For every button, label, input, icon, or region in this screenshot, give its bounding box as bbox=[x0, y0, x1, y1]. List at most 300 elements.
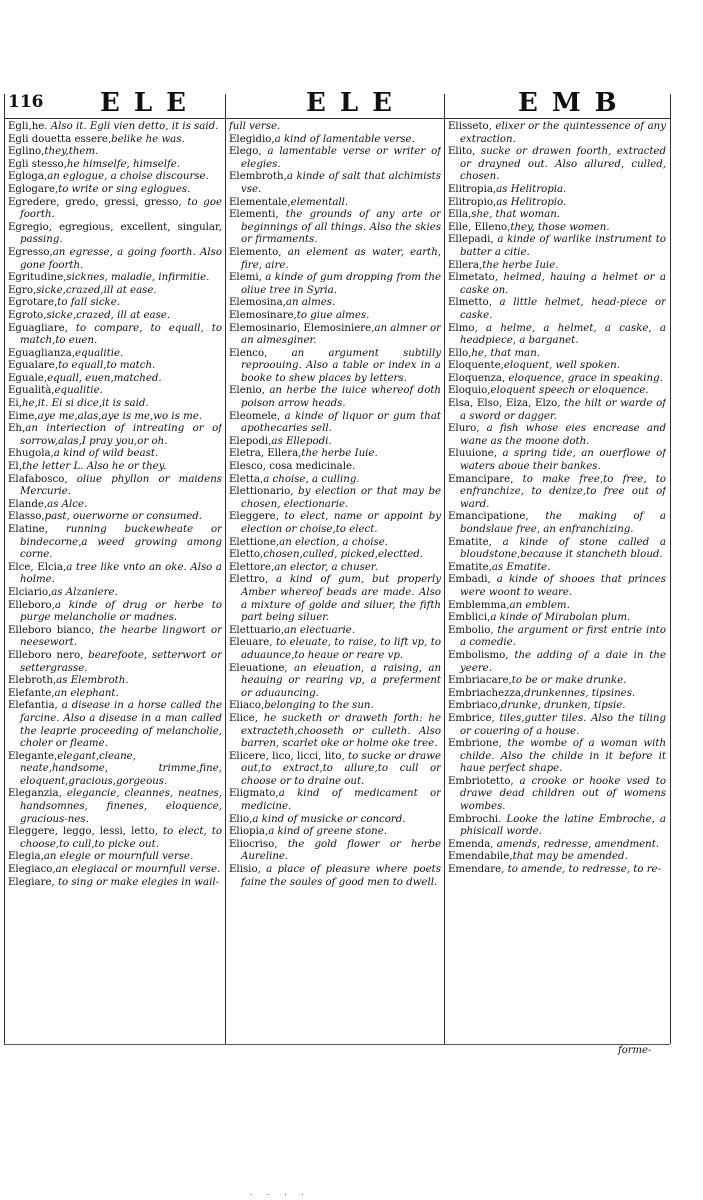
dictionary-entry bbox=[229, 511, 441, 536]
dictionary-entry bbox=[448, 700, 666, 713]
dictionary-entry bbox=[448, 562, 666, 575]
entry-headword: Egritudine, bbox=[8, 272, 67, 284]
dictionary-entry bbox=[229, 625, 441, 638]
dictionary-entry bbox=[229, 272, 441, 297]
dictionary-entry bbox=[229, 788, 441, 813]
entry-headword: Elleboro, bbox=[8, 599, 55, 611]
entry-headword: Elenio, bbox=[229, 385, 265, 397]
entry-gloss: an emblem. bbox=[509, 599, 570, 611]
dictionary-entry bbox=[8, 524, 222, 562]
dictionary-entry bbox=[229, 146, 441, 171]
entry-headword: Elice, bbox=[229, 712, 258, 724]
entry-gloss: to elect, to choose,to cull,to picke out. bbox=[20, 826, 222, 850]
dictionary-entry bbox=[8, 272, 222, 285]
dictionary-entry bbox=[448, 864, 666, 877]
entry-gloss: to fall sicke. bbox=[57, 297, 120, 309]
entry-gloss: the herbe Iuie. bbox=[482, 259, 559, 271]
entry-gloss: as Helitropia. bbox=[496, 183, 567, 195]
entry-headword: Elemosina, bbox=[229, 297, 286, 309]
page-header bbox=[8, 88, 668, 122]
entry-gloss: a lamentable verse or writer of elegies. bbox=[241, 146, 441, 170]
dictionary-entry bbox=[8, 159, 222, 172]
dictionary-entry bbox=[448, 323, 666, 348]
entry-gloss: equall, euen,matched. bbox=[47, 372, 162, 384]
entry-headword: Embriacare, bbox=[448, 675, 512, 687]
entry-gloss: a kind of medicament or medicine. bbox=[241, 788, 441, 813]
entry-gloss: he,it. Ei si dice,it is said. bbox=[21, 398, 149, 410]
entry-gloss: to compare, to equall, to match,to euen. bbox=[20, 322, 222, 347]
entry-headword: Elmetato, bbox=[448, 272, 499, 284]
entry-headword: Elemosinario, Elemosiniere, bbox=[229, 322, 375, 334]
entry-gloss: to make free,to free, to enfranchize, to denize,to free out of ward. bbox=[460, 473, 666, 510]
entry-gloss: elementall. bbox=[290, 196, 349, 208]
entry-gloss: a tree like vnto an oke. Also a holme. bbox=[20, 561, 222, 586]
entry-gloss: a spring tide, an ouerflowe of waters aboue their bankes. bbox=[460, 448, 666, 473]
entry-gloss: to sing or make elegies in wail- bbox=[54, 876, 220, 888]
entry-headword: Ematite, bbox=[448, 536, 492, 548]
entry-headword: Embolismo, bbox=[448, 649, 509, 661]
entry-gloss: to be or make drunke. bbox=[511, 675, 627, 687]
entry-headword: Egro, bbox=[8, 284, 37, 296]
dictionary-entry bbox=[8, 398, 222, 411]
dictionary-entry bbox=[8, 751, 222, 789]
dictionary-entry bbox=[448, 776, 666, 814]
dictionary-entry bbox=[229, 385, 441, 410]
entry-headword: Elleboro nero, bbox=[8, 649, 84, 661]
entry-headword: Eh, bbox=[8, 423, 26, 435]
entry-gloss: a place of pleasure where poets faine the soules of good men to dwell. bbox=[241, 864, 441, 888]
entry-gloss: a disease in a horse called the farcine. Also a disease in a man called the leaprie proceeding of melancholie, choler or fleame. bbox=[20, 700, 222, 750]
entry-gloss: a fish whose eies encrease and wane as the moone doth. bbox=[460, 423, 666, 447]
dictionary-entry bbox=[229, 864, 441, 889]
dictionary-entry bbox=[448, 814, 666, 839]
entry-gloss: a kind of wild beast. bbox=[53, 448, 159, 460]
entry-headword: Elettuario, bbox=[229, 624, 285, 636]
entry-gloss: a kinde of warlike instrument to batter a citie. bbox=[460, 234, 666, 258]
dictionary-entry bbox=[448, 197, 666, 210]
entry-gloss: elixer or the quintessence of any extraction. bbox=[460, 121, 666, 145]
entry-headword: Elitropia, bbox=[448, 183, 497, 195]
entry-gloss: that may be amended. bbox=[512, 851, 628, 863]
entry-gloss: as Elembroth. bbox=[56, 675, 129, 687]
entry-headword: Egli douetta essere, bbox=[8, 133, 112, 145]
entry-gloss: the making of a bondslaue free, an enfranchizing. bbox=[460, 511, 666, 535]
entry-gloss: sicknes, maladie, infirmitie. bbox=[66, 272, 210, 284]
dictionary-entry bbox=[8, 511, 222, 524]
entry-gloss: belonging to the sun. bbox=[264, 700, 374, 712]
entry-headword: Elisseto, bbox=[448, 121, 492, 132]
entry-headword: Elitropio, bbox=[448, 196, 497, 208]
entry-headword: Elepodi, bbox=[229, 435, 272, 447]
entry-headword: Eleganzia, bbox=[8, 788, 62, 800]
entry-gloss: an herbe the iuice whereof doth poison arrow heads. bbox=[241, 385, 441, 410]
dictionary-entry bbox=[229, 700, 441, 713]
running-head-right: EMB bbox=[518, 88, 631, 118]
entry-headword: Embrochi. bbox=[448, 813, 502, 825]
entry-headword: Egroto, bbox=[8, 309, 47, 321]
entry-headword: Elesco, cosa medicinale. bbox=[229, 461, 356, 473]
entry-gloss: an elegie or mournfull verse. bbox=[43, 851, 194, 863]
entry-headword: Elande, bbox=[8, 498, 48, 510]
entry-gloss: an electuarie. bbox=[284, 624, 356, 636]
dictionary-entry bbox=[229, 171, 441, 196]
entry-headword: Ei, bbox=[8, 398, 22, 410]
dictionary-entry bbox=[8, 247, 222, 272]
entry-gloss: as Ematite. bbox=[491, 561, 551, 573]
entry-gloss: oliue phyllon or maidens Mercurie. bbox=[20, 473, 222, 498]
entry-gloss: elegancie, cleannes, neatnes, handsomnes, finenes, eloquence, gracious-nes. bbox=[20, 788, 222, 825]
dictionary-entry bbox=[448, 297, 666, 322]
dictionary-entry bbox=[229, 121, 441, 134]
dictionary-entry bbox=[448, 398, 666, 423]
dictionary-entry bbox=[448, 385, 666, 398]
entry-headword: Elegiare, bbox=[8, 876, 55, 888]
entry-headword: Emblemma, bbox=[448, 599, 510, 611]
entry-gloss: an almner or an almesginer. bbox=[241, 322, 441, 347]
entry-gloss: a little helmet, head-piece or caske. bbox=[460, 297, 666, 321]
dictionary-entry bbox=[448, 511, 666, 536]
entry-headword: Elicere, lico, licci, lito, bbox=[229, 750, 345, 762]
dictionary-entry bbox=[229, 134, 441, 147]
entry-headword: Eleomele, bbox=[229, 410, 281, 422]
dictionary-entry bbox=[8, 851, 222, 864]
entry-headword: Embrice, bbox=[448, 712, 495, 724]
entry-headword: Ellepadi, bbox=[448, 234, 494, 246]
entry-headword: Egresso, bbox=[8, 246, 53, 258]
entry-gloss: running buckewheate or bindecorne,a weed growing among corne. bbox=[20, 524, 222, 561]
entry-gloss: the hearbe lingwort or neesewort. bbox=[20, 624, 222, 649]
column-rule-2 bbox=[444, 94, 445, 1044]
column-3 bbox=[448, 121, 666, 1041]
entry-headword: Elebroth, bbox=[8, 675, 57, 687]
dictionary-entry bbox=[448, 625, 666, 650]
entry-headword: Elemento, bbox=[229, 246, 282, 258]
entry-gloss: an argument subtilly reproouing. Also a table or index in a booke to shew places by letters. bbox=[241, 347, 441, 384]
entry-headword: Embrione, bbox=[448, 738, 502, 750]
dictionary-entry bbox=[8, 587, 222, 600]
entry-gloss: eloquence, grace in speaking. bbox=[505, 372, 663, 384]
entry-gloss: a kind of greene stone. bbox=[268, 826, 387, 838]
entry-headword: Elego, bbox=[229, 146, 262, 158]
dictionary-entry bbox=[8, 474, 222, 499]
entry-headword: Emancipare, bbox=[448, 473, 514, 485]
entry-gloss: the gold flower or herbe Aureline. bbox=[241, 838, 441, 863]
entry-headword: Elenco, bbox=[229, 347, 268, 359]
dictionary-entry bbox=[448, 146, 666, 184]
dictionary-entry bbox=[8, 285, 222, 298]
entry-gloss: he sucketh or draweth forth: he extracteth,chooseth or culleth. Also barren, scarlet oke or holme oke tree. bbox=[241, 712, 441, 750]
entry-gloss: the argument or first entrie into a comedie. bbox=[460, 624, 666, 649]
entry-gloss: an almes. bbox=[285, 297, 336, 309]
entry-headword: Eleuatione, bbox=[229, 662, 288, 674]
entry-gloss: a kind of lamentable verse. bbox=[274, 133, 415, 145]
dictionary-entry bbox=[229, 348, 441, 386]
entry-headword: Elettro, bbox=[229, 574, 269, 586]
column-2 bbox=[229, 121, 441, 1041]
entry-gloss: the herbe Iuie. bbox=[301, 448, 378, 460]
bottom-marks: . . . . bbox=[250, 1188, 310, 1197]
entry-gloss: the letter L. Also he or they. bbox=[21, 461, 167, 473]
dictionary-entry bbox=[8, 700, 222, 750]
entry-headword: Eliopia, bbox=[229, 826, 269, 838]
entry-gloss: as Alce. bbox=[47, 498, 88, 510]
entry-gloss: passing. bbox=[20, 234, 63, 246]
entry-gloss: a choise, a culling. bbox=[263, 473, 360, 485]
entry-headword: Elleboro bianco, bbox=[8, 624, 95, 636]
entry-headword: Eloquenza, bbox=[448, 372, 506, 384]
entry-gloss: equalitie. bbox=[54, 385, 103, 397]
entry-gloss: as Alzaniere. bbox=[51, 586, 118, 598]
dictionary-entry bbox=[448, 839, 666, 852]
entry-headword: Eime, bbox=[8, 410, 38, 422]
entry-headword: Eluro, bbox=[448, 423, 480, 435]
entry-gloss: the grounds of any arte or beginnings of all things. Also the skies or firmaments. bbox=[241, 209, 441, 246]
dictionary-entry bbox=[229, 549, 441, 562]
entry-gloss: Also it. Egli vien detto, it is said. bbox=[47, 121, 219, 132]
dictionary-entry bbox=[229, 209, 441, 247]
entry-headword: Emendabile, bbox=[448, 851, 513, 863]
dictionary-entry bbox=[448, 222, 666, 235]
dictionary-entry bbox=[229, 197, 441, 210]
entry-headword: Elegia, bbox=[8, 851, 44, 863]
dictionary-entry bbox=[448, 574, 666, 599]
dictionary-entry bbox=[229, 323, 441, 348]
entry-gloss: eloquent, well spoken. bbox=[503, 360, 620, 372]
dictionary-entry bbox=[8, 373, 222, 386]
dictionary-entry bbox=[448, 121, 666, 146]
entry-headword: Eligmato, bbox=[229, 788, 279, 800]
entry-headword: Elementale, bbox=[229, 196, 291, 208]
entry-headword: Elefante, bbox=[8, 687, 55, 699]
running-head-center: ELE bbox=[306, 88, 406, 118]
dictionary-entry bbox=[229, 461, 441, 474]
dictionary-entry bbox=[229, 448, 441, 461]
entry-headword: Embriotetto, bbox=[448, 775, 514, 787]
dictionary-entry bbox=[8, 650, 222, 675]
entry-gloss: aye me,alas,aye is me,wo is me. bbox=[37, 410, 203, 422]
entry-gloss: sicke,crazed,ill at ease. bbox=[36, 284, 157, 296]
dictionary-entry bbox=[448, 612, 666, 625]
entry-headword: Elegiaco, bbox=[8, 864, 56, 876]
entry-headword: Egualità, bbox=[8, 385, 55, 397]
entry-headword: Elmo, bbox=[448, 322, 478, 334]
dictionary-entry bbox=[229, 411, 441, 436]
entry-headword: Elisio, bbox=[229, 864, 261, 876]
header-rule bbox=[4, 118, 670, 119]
entry-headword: Embadi, bbox=[448, 574, 491, 586]
column-rule-outer-right bbox=[670, 94, 671, 1044]
entry-headword: Eleggere, bbox=[229, 511, 279, 523]
entry-headword: Eluuione, bbox=[448, 448, 498, 460]
entry-gloss: a kinde of Mirabolan plum. bbox=[490, 612, 631, 624]
dictionary-entry bbox=[229, 310, 441, 323]
entry-headword: Eloquente, bbox=[448, 360, 504, 372]
entry-headword: Eleuare, bbox=[229, 637, 273, 649]
entry-headword: Emblici, bbox=[448, 612, 491, 624]
dictionary-entry bbox=[448, 234, 666, 259]
entry-gloss: a kind of musicke or concord. bbox=[252, 813, 406, 825]
dictionary-entry bbox=[229, 713, 441, 751]
dictionary-entry bbox=[448, 209, 666, 222]
entry-headword: Embriaco, bbox=[448, 700, 501, 712]
dictionary-entry bbox=[229, 474, 441, 487]
dictionary-entry bbox=[8, 688, 222, 701]
dictionary-entry bbox=[8, 222, 222, 247]
dictionary-entry bbox=[8, 310, 222, 323]
entry-gloss: bearefoote, setterwort or settergrasse. bbox=[20, 649, 222, 674]
dictionary-entry bbox=[8, 625, 222, 650]
dictionary-entry bbox=[229, 486, 441, 511]
entry-headword: Egli,he. bbox=[8, 121, 48, 132]
dictionary-entry bbox=[448, 272, 666, 297]
entry-gloss: belike he was. bbox=[111, 133, 185, 145]
entry-gloss: an eglogue, a choise discourse. bbox=[47, 171, 209, 183]
dictionary-entry bbox=[8, 297, 222, 310]
entry-headword: Elciario, bbox=[8, 586, 52, 598]
entry-headword: Eguale, bbox=[8, 372, 48, 384]
entry-gloss: they,them. bbox=[44, 146, 99, 158]
entry-gloss: he himselfe, himselfe. bbox=[66, 158, 181, 170]
entry-gloss: they, those women. bbox=[510, 221, 610, 233]
entry-gloss: the wombe of a woman with childe. Also the childe in it before it haue perfect shape. bbox=[460, 738, 666, 775]
dictionary-entry bbox=[448, 260, 666, 273]
entry-headword: Emenda, bbox=[448, 838, 494, 850]
entry-gloss: to goe foorth. bbox=[20, 196, 222, 221]
entry-gloss: as Ellepodi. bbox=[271, 435, 332, 447]
entry-gloss: a kinde of salt that alchimists vse. bbox=[241, 171, 441, 195]
column-rule-outer-left bbox=[4, 94, 5, 1044]
column-rule-1 bbox=[225, 94, 226, 1044]
entry-headword: Emancipatione, bbox=[448, 511, 529, 523]
entry-gloss: to eleuate, to raise, to lift vp, to aduaunce,to heaue or reare vp. bbox=[241, 637, 441, 661]
entry-headword: Egli stesso, bbox=[8, 158, 67, 170]
entry-gloss: to giue almes. bbox=[296, 309, 370, 321]
entry-headword: Eguaglianza, bbox=[8, 347, 75, 359]
entry-headword: Elementi, bbox=[229, 209, 279, 221]
dictionary-entry bbox=[8, 562, 222, 587]
entry-headword: Ematite, bbox=[448, 561, 492, 573]
dictionary-entry bbox=[448, 738, 666, 776]
dictionary-entry bbox=[229, 814, 441, 827]
dictionary-entry bbox=[229, 436, 441, 449]
catchword: forme- bbox=[618, 1045, 652, 1056]
entry-headword: Emendare, bbox=[448, 864, 505, 876]
entry-gloss: Looke the latine Embroche, a phisicall worde. bbox=[460, 813, 666, 838]
entry-headword: Embriachezza, bbox=[448, 687, 525, 699]
entry-headword: Elemosinare, bbox=[229, 309, 297, 321]
entry-gloss: helmed, hauing a helmet or a caske on. bbox=[460, 272, 666, 296]
entry-gloss: sucke or drawen foorth, extracted or drayned out. Also allured, culled, chosen. bbox=[460, 146, 666, 183]
entry-gloss: a helme, a helmet, a caske, a headpiece, a barganet. bbox=[460, 322, 666, 347]
entry-gloss: to sucke or drawe out,to extract,to allure,to cull or choose or to draine out. bbox=[241, 750, 441, 787]
dictionary-entry bbox=[448, 713, 666, 738]
entry-headword: Egrotare, bbox=[8, 297, 58, 309]
entry-headword: Elettione, bbox=[229, 536, 280, 548]
entry-headword: Elegidio, bbox=[229, 133, 275, 145]
entry-headword: Eglino, bbox=[8, 146, 45, 158]
dictionary-entry bbox=[229, 751, 441, 789]
dictionary-entry bbox=[8, 600, 222, 625]
entry-headword: Elle, Elleno, bbox=[448, 221, 511, 233]
entry-gloss: a kinde of stone called a bloudstone,because it stancheth bloud. bbox=[460, 536, 666, 561]
entry-headword: Egredere, gredo, gressi, gresso, bbox=[8, 196, 182, 208]
entry-gloss: an elector, a chuser. bbox=[274, 561, 378, 573]
entry-headword: Eliocriso, bbox=[229, 838, 278, 850]
entry-headword: Elettionario, bbox=[229, 486, 294, 498]
dictionary-entry bbox=[8, 171, 222, 184]
entry-headword: Elatine, bbox=[8, 524, 48, 535]
entry-gloss: a kinde of drug or herbe to purge melancholie or madnes. bbox=[20, 599, 222, 624]
dictionary-entry bbox=[8, 864, 222, 877]
dictionary-entry bbox=[229, 637, 441, 662]
entry-headword: Eglogare, bbox=[8, 183, 59, 195]
entry-headword: Ehugola, bbox=[8, 448, 54, 460]
entry-headword: Eletta, bbox=[229, 473, 264, 485]
entry-headword: Elmetto, bbox=[448, 297, 492, 309]
entry-headword: Elettore, bbox=[229, 561, 275, 573]
dictionary-entry bbox=[229, 574, 441, 624]
dictionary-entry bbox=[229, 562, 441, 575]
dictionary-entry bbox=[8, 146, 222, 159]
dictionary-entry bbox=[8, 385, 222, 398]
dictionary-entry bbox=[8, 411, 222, 424]
entry-gloss: eloquent speech or eloquence. bbox=[490, 385, 649, 397]
dictionary-entry bbox=[229, 247, 441, 272]
dictionary-entry bbox=[448, 851, 666, 864]
dictionary-entry bbox=[8, 184, 222, 197]
entry-gloss: sicke,crazed, ill at ease. bbox=[46, 309, 171, 321]
entry-headword: Ello, bbox=[448, 347, 472, 359]
entry-headword: Ellera, bbox=[448, 259, 483, 271]
entry-headword: Ella, bbox=[448, 209, 472, 221]
entry-headword: Eliaco, bbox=[229, 700, 265, 712]
entry-gloss: tiles,gutter tiles. Also the tiling or couering of a house. bbox=[460, 712, 666, 737]
entry-gloss: to equall,to match. bbox=[58, 360, 156, 372]
dictionary-entry bbox=[8, 121, 222, 134]
dictionary-entry bbox=[8, 826, 222, 851]
entry-gloss: by election or that may be chosen, electionarie. bbox=[241, 486, 441, 510]
entry-gloss: elegant,cleane, neate,handsome, trimme,fine, eloquent,gracious,gorgeous. bbox=[20, 750, 222, 787]
entry-headword: Eletto, bbox=[229, 549, 264, 561]
dictionary-entry bbox=[448, 688, 666, 701]
entry-headword: Elce, Elcia, bbox=[8, 561, 67, 573]
dictionary-entry bbox=[8, 323, 222, 348]
entry-gloss: full verse. bbox=[229, 121, 281, 132]
dictionary-entry bbox=[448, 373, 666, 386]
entry-headword: Embolio, bbox=[448, 624, 494, 636]
page-number: 116 bbox=[8, 92, 44, 112]
entry-headword: Elsa, Elso, Elza, Elzo, bbox=[448, 398, 561, 410]
entry-gloss: she, that woman. bbox=[471, 209, 561, 221]
dictionary-entry bbox=[8, 877, 222, 890]
entry-headword: Elio, bbox=[229, 813, 253, 825]
entry-headword: Elito, bbox=[448, 146, 476, 158]
entry-gloss: a crooke or hooke vsed to drawe dead children out of womens wombes. bbox=[460, 775, 666, 813]
entry-headword: Egualare, bbox=[8, 360, 59, 372]
entry-headword: Egregio, egregious, excellent, singular, bbox=[8, 221, 222, 233]
entry-headword: Elefantia, bbox=[8, 700, 58, 712]
dictionary-entry bbox=[448, 600, 666, 613]
entry-gloss: an interiection of intreating or of sorrow,alas,I pray you,or oh. bbox=[20, 423, 222, 447]
dictionary-entry bbox=[448, 474, 666, 512]
entry-gloss: an election, a choise. bbox=[279, 536, 389, 548]
entry-gloss: a kinde of gum dropping from the oliue tree in Syria. bbox=[241, 272, 441, 296]
entry-gloss: as Helitropio. bbox=[496, 196, 567, 208]
entry-gloss: the hilt or warde of a sword or dagger. bbox=[460, 398, 666, 422]
entry-headword: Eloquio, bbox=[448, 385, 491, 397]
dictionary-entry bbox=[448, 184, 666, 197]
dictionary-entry bbox=[448, 537, 666, 562]
